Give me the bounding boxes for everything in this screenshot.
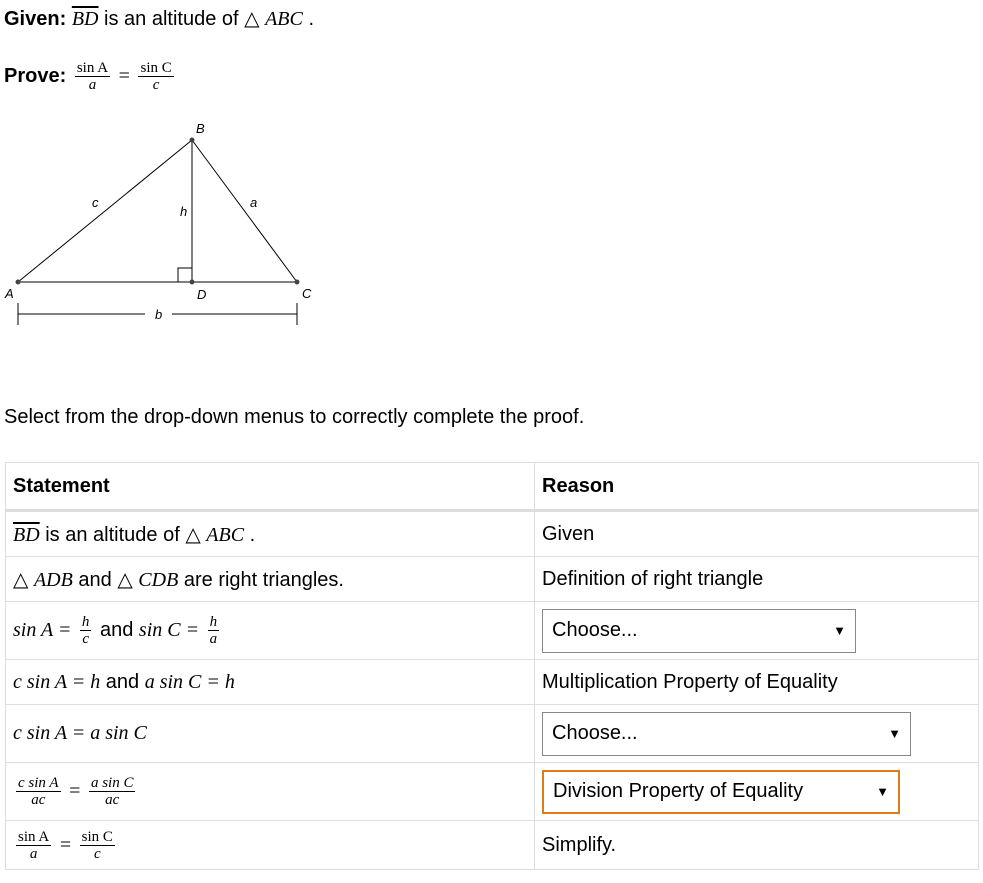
fraction-num: sin A: [18, 828, 50, 845]
table-row: [6, 511, 979, 557]
equation-c-sin-a: c sin A = h: [13, 670, 101, 693]
fraction-num: sin C: [81, 828, 113, 845]
triangle-name: CDB: [138, 568, 179, 591]
equation-sin-a: sin A =: [13, 618, 72, 641]
right-angle-mark: [178, 268, 192, 282]
dropdown-value: Choose...: [552, 722, 638, 744]
fraction-den: c: [93, 845, 101, 862]
triangle-symbol: △: [185, 523, 201, 546]
prove-rhs-num: sin C: [140, 60, 172, 76]
prove-lhs-den: a: [88, 77, 97, 93]
statement-cell: [6, 557, 535, 602]
fraction-h-over-a: [208, 614, 220, 647]
prove-lhs-fraction: [75, 60, 110, 93]
statement-cell: [6, 660, 535, 705]
reason-dropdown-3[interactable]: [542, 770, 900, 814]
dropdown-value: Choose...: [552, 619, 638, 641]
statement-cell: [6, 705, 535, 763]
and-text: and: [105, 670, 140, 693]
vertex-a-point: [16, 280, 21, 285]
label-h: h: [180, 204, 188, 219]
reason-cell: Given: [535, 511, 979, 557]
fraction-num: h: [209, 614, 218, 630]
table-row: [6, 660, 979, 705]
triangle-symbol: △: [244, 8, 260, 30]
and-text: and: [78, 568, 112, 591]
table-row: [6, 705, 979, 763]
fraction-den: ac: [31, 792, 46, 808]
label-b-vertex: B: [196, 121, 205, 136]
label-d: D: [197, 287, 207, 302]
prove-rhs-den: c: [152, 77, 160, 93]
label-a-vertex: A: [5, 286, 14, 301]
proof-table: [5, 462, 979, 870]
chevron-down-icon: ▼: [888, 726, 901, 741]
period: .: [308, 8, 314, 30]
fraction-den: a: [209, 631, 218, 647]
segment-bd: $\overline{BD}$: [71, 8, 99, 30]
equation-sin-c: sin C =: [138, 618, 200, 641]
fraction-c-sin-a-over-ac: [16, 775, 61, 808]
prove-equals: =: [118, 64, 130, 87]
table-row: [6, 557, 979, 602]
dropdown-value: Division Property of Equality: [553, 780, 804, 802]
reason-dropdown-1[interactable]: [542, 609, 856, 653]
instruction-text: Select from the drop-down menus to correctly complete the proof.: [4, 406, 585, 428]
point-d: [190, 280, 195, 285]
equals-sign: =: [59, 833, 72, 856]
label-c-vertex: C: [302, 286, 312, 301]
prove-lhs-num: sin A: [76, 60, 109, 76]
prove-label: Prove:: [4, 64, 67, 87]
reason-cell: [535, 705, 979, 763]
fraction-num: c sin A: [18, 775, 59, 791]
prove-rhs-fraction: [138, 60, 173, 93]
statement-cell: [6, 511, 535, 557]
prove-statement: [4, 60, 177, 93]
equation-substitution: c sin A = a sin C: [13, 722, 147, 744]
statement-cell: [6, 602, 535, 660]
label-side-c: c: [92, 195, 99, 210]
fraction-a-sin-c-over-ac: [89, 775, 136, 808]
given-label: Given:: [4, 8, 67, 30]
triangle-symbol: △: [117, 568, 133, 591]
fraction-sin-a-over-a: [16, 829, 51, 862]
given-text: is an altitude of: [104, 8, 239, 30]
vertex-b-point: [190, 138, 195, 143]
fraction-den: a: [29, 845, 38, 862]
equals-sign: =: [69, 779, 81, 802]
triangle-name: ABC: [206, 523, 245, 546]
statement-cell: [6, 763, 535, 821]
side-c: [18, 140, 192, 282]
triangle-name: ABC: [265, 8, 303, 30]
chevron-down-icon: ▼: [876, 784, 889, 799]
reason-dropdown-2[interactable]: [542, 712, 911, 756]
statement-text: is an altitude of: [45, 523, 180, 546]
given-statement: [4, 6, 314, 31]
fraction-sin-c-over-c: [80, 829, 115, 862]
triangle-name: ADB: [33, 568, 73, 591]
reason-cell: [535, 602, 979, 660]
chevron-down-icon: ▼: [833, 623, 846, 638]
segment-bd: $\overline{BD}$: [13, 523, 40, 546]
fraction-num: a sin C: [90, 775, 134, 791]
vertex-c-point: [295, 280, 300, 285]
reason-cell: Simplify.: [535, 821, 979, 870]
header-reason: Reason: [535, 463, 979, 511]
table-row: [6, 602, 979, 660]
fraction-h-over-c: [80, 614, 92, 647]
fraction-den: c: [82, 631, 89, 647]
triangle-figure: [0, 118, 330, 333]
label-side-b: b: [155, 307, 163, 322]
statement-text: are right triangles.: [183, 568, 344, 591]
equation-a-sin-c: a sin C = h: [144, 670, 235, 693]
table-row: [6, 821, 979, 870]
and-text: and: [99, 618, 134, 641]
fraction-num: h: [81, 614, 90, 630]
reason-cell: Multiplication Property of Equality: [535, 660, 979, 705]
triangle-symbol: △: [13, 568, 29, 591]
table-header-row: [6, 463, 979, 511]
statement-cell: [6, 821, 535, 870]
reason-cell: [535, 763, 979, 821]
label-side-a: a: [250, 195, 258, 210]
period: .: [249, 523, 256, 546]
side-a: [192, 140, 297, 282]
table-row: [6, 763, 979, 821]
reason-cell: Definition of right triangle: [535, 557, 979, 602]
fraction-den: ac: [105, 792, 120, 808]
header-statement: Statement: [6, 463, 535, 511]
